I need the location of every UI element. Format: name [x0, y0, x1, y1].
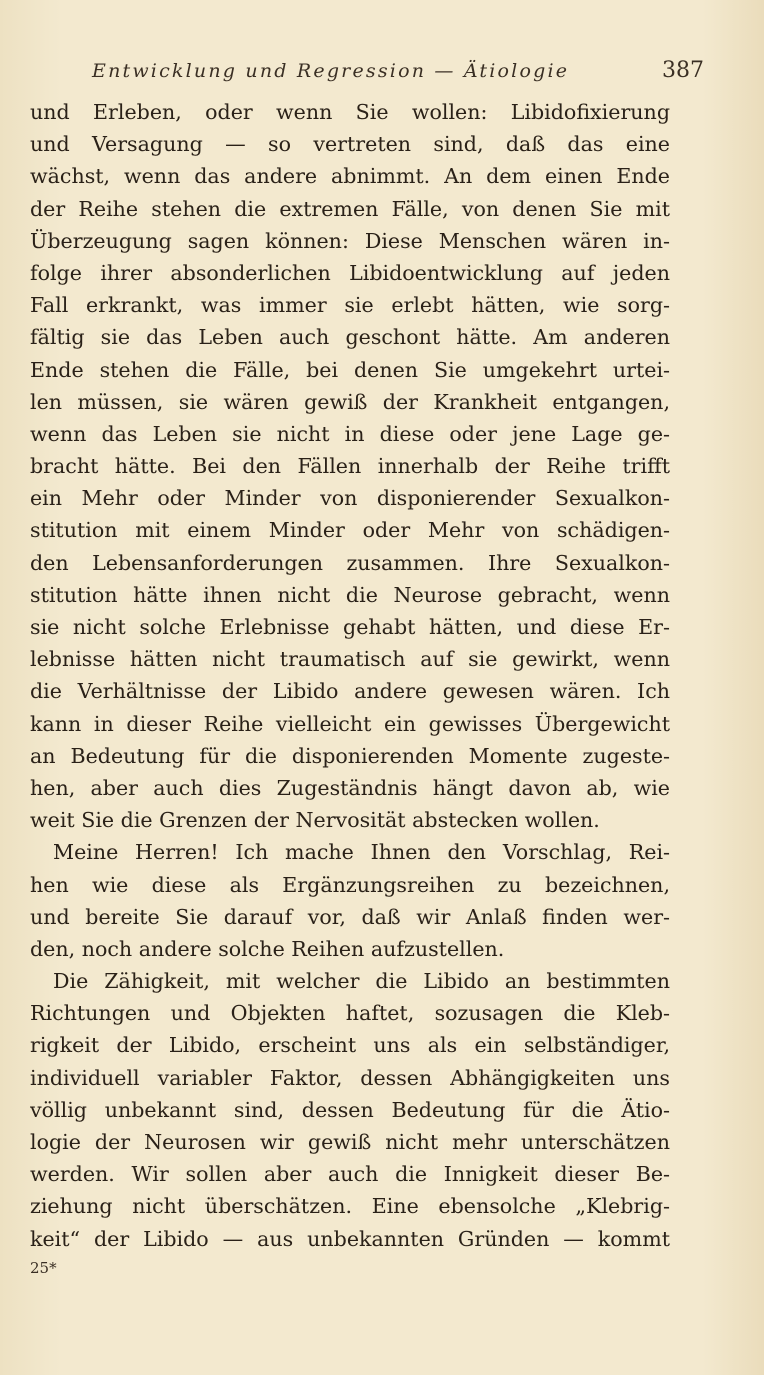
text-line: wenn das Leben sie nicht in diese oder jene Lage ge- [30, 421, 670, 446]
text-line: Richtungen und Objekten haftet, sozusagen die Kleb- [30, 1001, 670, 1026]
text-line: der Reihe stehen die extremen Fälle, von denen Sie mit [30, 196, 670, 221]
text-line: kann in dieser Reihe vielleicht ein gewisses Übergewicht [30, 711, 670, 736]
text-line: völlig unbekannt sind, dessen Bedeutung für die Ätio- [30, 1097, 670, 1122]
text-line: stitution hätte ihnen nicht die Neurose gebracht, wenn [30, 582, 670, 607]
paragraph-start-line: Meine Herren! Ich mache Ihnen den Vorschlag, Rei- [53, 840, 670, 865]
text-line: bracht hätte. Bei den Fällen innerhalb der Reihe trifft [30, 454, 670, 479]
text-line: die Verhältnisse der Libido andere gewesen wären. Ich [30, 679, 670, 704]
text-line: den Lebensanforderungen zusammen. Ihre Sexualkon- [30, 550, 670, 575]
text-line: weit Sie die Grenzen der Nervosität abstecken wollen. [30, 808, 600, 833]
text-line: an Bedeutung für die disponierenden Momente zugeste- [30, 743, 670, 768]
text-line: sie nicht solche Erlebnisse gehabt hätten, und diese Er- [30, 615, 670, 639]
text-line: und Versagung — so vertreten sind, daß das eine [30, 132, 670, 157]
text-line: und Erleben, oder wenn Sie wollen: Libidofixierung [30, 100, 670, 124]
text-line: und bereite Sie darauf vor, daß wir Anlaß finden wer- [30, 904, 670, 929]
paragraph-start-line: Die Zähigkeit, mit welcher die Libido an bestimmten [53, 969, 670, 994]
text-line: folge ihrer absonderlichen Libidoentwicklung auf jeden [30, 260, 670, 285]
text-line: wächst, wenn das andere abnimmt. An dem einen Ende [30, 164, 670, 189]
text-line: Überzeugung sagen können: Diese Menschen wären in- [30, 228, 670, 253]
text-line: rigkeit der Libido, erscheint uns als ein selbständiger, [30, 1033, 670, 1058]
page-header [30, 52, 704, 96]
text-line: individuell variabler Faktor, dessen Abhängigkeiten uns [30, 1065, 670, 1090]
text-line: den, noch andere solche Reihen aufzustellen. [30, 936, 505, 961]
text-line: Fall erkrankt, was immer sie erlebt hätten, wie sorg- [30, 293, 670, 318]
text-line: len müssen, sie wären gewiß der Krankheit entgangen, [30, 389, 670, 414]
text-line: hen wie diese als Ergänzungsreihen zu bezeichnen, [30, 872, 670, 897]
text-line: hen, aber auch dies Zugeständnis hängt davon ab, wie [30, 775, 670, 800]
text-line: logie der Neurosen wir gewiß nicht mehr unterschätzen [30, 1130, 670, 1154]
text-line: Ende stehen die Fälle, bei denen Sie umgekehrt urtei- [30, 357, 670, 382]
text-line: keit“ der Libido — aus unbekannten Gründen — kommt [30, 1226, 670, 1251]
text-line: fältig sie das Leben auch geschont hätte. Am anderen [30, 325, 670, 350]
body-text [30, 96, 670, 1255]
text-line: stitution mit einem Minder oder Mehr von schädigen- [30, 518, 670, 543]
text-line: ziehung nicht überschätzen. Eine ebensolche „Klebrig- [30, 1194, 670, 1219]
text-line: ein Mehr oder Minder von disponierender Sexualkon- [30, 486, 670, 511]
running-title: Entwicklung und Regression — Ätiologie [92, 60, 570, 82]
printer-signature: 25* [30, 1258, 57, 1277]
text-line: lebnisse hätten nicht traumatisch auf sie gewirkt, wenn [30, 647, 670, 672]
text-line: werden. Wir sollen aber auch die Innigkeit dieser Be- [30, 1162, 670, 1187]
page-number: 387 [662, 58, 704, 83]
